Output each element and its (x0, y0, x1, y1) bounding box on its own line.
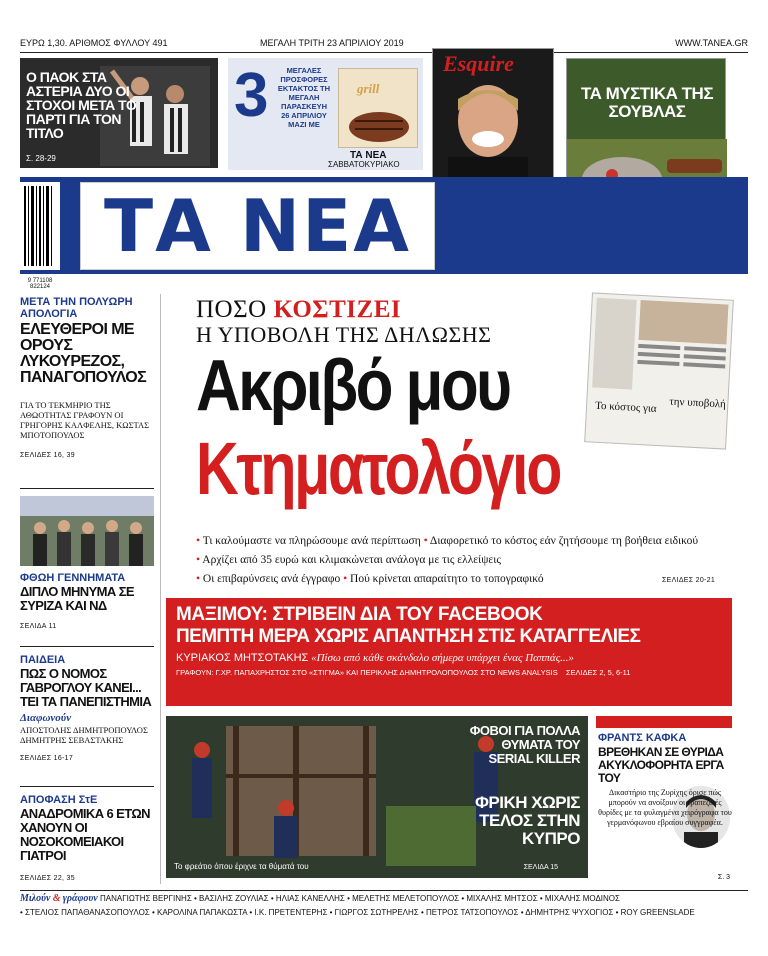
clip-text-b: την υποβολή (669, 395, 727, 411)
newspaper-clip-icon (592, 298, 729, 395)
sidebar-tag: Διαφωνούν (20, 712, 72, 724)
kafka-pages: Σ. 3 (717, 874, 730, 881)
cyprus-headline-a: ΦΟΒΟΙ ΓΙΑ ΠΟΛΛΑ ΘΥΜΑΤΑ ΤΟΥ SERIAL KILLER (469, 723, 580, 766)
sidebar-story-4[interactable] (20, 794, 154, 882)
sidebar-kicker: ΜΕΤΑ ΤΗΝ ΠΟΛΥΩΡΗ ΑΠΟΛΟΓΙΑ (20, 296, 133, 320)
cyprus-pages: ΣΕΛΙΔΑ 15 (523, 864, 558, 871)
offers-edition: ΣΑΒΒΑΤΟΚΥΡΙΑΚΟ (328, 160, 400, 169)
lead-headline-2: Κτηματολόγιο (196, 427, 560, 510)
rally-photo (20, 496, 154, 566)
price-issue: ΕΥΡΩ 1,30. ΑΡΙΘΜΟΣ ΦΥΛΛΟΥ 491 (20, 38, 168, 48)
sidebar-story-2[interactable] (20, 572, 154, 630)
top-rule (20, 52, 748, 53)
esquire-title: Esquire (443, 51, 514, 76)
redbox-writers: ΓΡΑΦΟΥΝ: Γ.ΧΡ. ΠΑΠΑΧΡΗΣΤΟΣ ΣΤΟ «ΣΤΙΓΜΑ» ΚΑΙ ΠΕΡΙΚΛΗΣ ΔΗΜΗΤΡΟΛΟΠΟΥΛΟΣ ΣΤΟ NEWS ANALYSIS (176, 668, 558, 677)
lead-kicker-red: ΚΟΣΤΙΖΕΙ (273, 296, 402, 323)
portrait-icon (443, 81, 533, 181)
footer-rule (20, 890, 748, 891)
lead-kicker (196, 296, 401, 324)
sidebar-sub: ΓΙΑ ΤΟ ΤΕΚΜΗΡΙΟ ΤΗΣ ΑΘΩΟΤΗΤΑΣ ΓΡΑΦΟΥΝ ΟΙ ΓΡΗΓΟΡΗΣ ΚΑΛΦΕΛΗΣ, ΚΩΣΤΑΣ ΜΠΟΤΟΠΟΥΛΟΣ (20, 400, 150, 440)
offers-paper: ΤΑ ΝΕΑ (350, 150, 387, 161)
kafka-red-bar (596, 716, 732, 728)
bullet-text: Αρχίζει από 35 ευρώ και κλιμακώνεται ανάλογα με τις ελλείψεις (202, 554, 501, 566)
bullet-line: • Τι καλούμαστε να πληρώσουμε ανά περίπτωση • Διαφορετικό το κόστος εάν ζητήσουμε τη βοήθεια ειδικού (196, 535, 699, 547)
clip-text-a: Το κόστος για (594, 399, 657, 415)
logo-text: ΤΑ ΝΕΑ (103, 184, 412, 268)
maximou-box[interactable] (166, 598, 732, 706)
footer-line-1 (20, 893, 748, 904)
bullet-line: • Αρχίζει από 35 ευρώ και κλιμακώνεται ανάλογα με τις ελλείψεις (196, 554, 501, 566)
sidebar-pages: ΣΕΛΙΔΕΣ 16-17 (20, 755, 74, 762)
steak-icon (345, 105, 413, 145)
sidebar-divider (20, 646, 154, 647)
lead-kicker-line2: Η ΥΠΟΒΟΛΗ ΤΗΣ ΔΗΛΩΣΗΣ (196, 322, 492, 347)
bullet-text: Τι καλούμαστε να πληρώσουμε ανά περίπτωση (202, 535, 421, 547)
redbox-writers-line (176, 668, 722, 677)
sidebar-pages: ΣΕΛΙΔΕΣ 22, 35 (20, 875, 75, 882)
paok-pages: Σ. 28-29 (26, 154, 56, 163)
sidebar-kicker: ΑΠΟΦΑΣΗ ΣτΕ (20, 794, 98, 806)
redbox-line2: ΠΕΜΠΤΗ ΜΕΡΑ ΧΩΡΙΣ ΑΠΑΝΤΗΣΗ ΣΤΙΣ ΚΑΤΑΓΓΕΛΙΕΣ (176, 626, 641, 647)
sidebar-headline: ΠΩΣ Ο ΝΟΜΟΣ ΓΑΒΡΟΓΛΟΥ ΚΑΝΕΙ... ΤΕΙ ΤΑ ΠΑΝΕΠΙΣΤΗΜΙΑ (20, 666, 152, 709)
barcode-icon (20, 182, 60, 270)
offers-text: ΜΕΓΑΛΕΣ ΠΡΟΣΦΟΡΕΣ ΕΚΤΑΚΤΟΣ ΤΗ ΜΕΓΑΛΗ ΠΑΡΑΣΚΕΥΗ 26 ΑΠΡΙΛΙΟΥ ΜΑΖΙ ΜΕ (277, 66, 331, 129)
offers-promo[interactable] (228, 58, 423, 170)
sidebar-divider (20, 488, 154, 489)
footer-label-b: γράφουν (62, 893, 98, 904)
redbox-quote-line (176, 652, 722, 664)
sidebar-headline: ΑΝΑΔΡΟΜΙΚΑ 6 ΕΤΩΝ ΧΑΝΟΥΝ ΟΙ ΝΟΣΟΚΟΜΕΙΑΚΟΙ ΓΙΑΤΡΟΙ (20, 806, 150, 863)
lead-pages: ΣΕΛΙΔΕΣ 20-21 (662, 577, 716, 584)
website: WWW.TANEA.GR (675, 38, 748, 48)
lead-kicker-pre: ΠΟΣΟ (196, 296, 274, 323)
column-rule (160, 294, 161, 884)
sidebar-pages: ΣΕΛΙΔΑ 11 (20, 623, 57, 630)
redbox-pages: ΣΕΛΙΔΕΣ 2, 5, 6-11 (565, 668, 631, 677)
sidebar-kicker: ΦΘΩΗ ΓΕΝΝΗΜΑΤΑ (20, 572, 126, 584)
cyprus-caption: Το φρεάτιο όπου έριχνε τα θύματά του (174, 862, 309, 871)
kafka-story[interactable] (596, 716, 732, 886)
crowd-photo-icon (20, 496, 154, 566)
bullet-text: Οι επιβαρύνσεις ανά έγγραφο (202, 573, 341, 585)
kafka-text: Δικαστήριο της Ζυρίχης όρισε πώς μπορούν να ανοίξουν οι τραπεζικές θυρίδες με τα φυλαγμένα χειρόγραφα του γερμανόφωνου εβραίου συγγραφέα. (598, 788, 732, 827)
grill-title: grill (357, 81, 380, 96)
footer-writers-1: ΠΑΝΑΓΙΩΤΗΣ ΒΕΡΓΙΝΗΣ • ΒΑΣΙΛΗΣ ΖΟΥΛΙΑΣ • ΗΛΙΑΣ ΚΑΝΕΛΛΗΣ • ΜΕΛΕΤΗΣ ΜΕΛΕΤΟΠΟΥΛΟΣ • ΜΙΧΑΛΗΣ ΜΗΤΣΟΣ • ΜΙΧΑΛΗΣ ΜΟΔΙΝΟΣ (99, 894, 620, 903)
redbox-quote: «Πίσω από κάθε σκάνδαλο σήμερα υπάρχει ένας Παππάς...» (311, 652, 574, 664)
issue-date: ΜΕΓΑΛΗ ΤΡΙΤΗ 23 ΑΠΡΙΛΙΟΥ 2019 (260, 38, 404, 48)
grill-booklet (338, 68, 418, 148)
kafka-kicker: ΦΡΑΝΤΣ ΚΑΦΚΑ (598, 732, 687, 744)
barcode-number: 9 771108 822124 (27, 278, 53, 290)
cyprus-story[interactable] (166, 716, 588, 878)
bullet-text: Πού κρίνεται απαραίτητο το τοπογραφικό (350, 573, 544, 585)
footer-amp: & (52, 893, 61, 904)
sidebar-pages: ΣΕΛΙΔΕΣ 16, 39 (20, 452, 75, 459)
sidebar-sub: ΑΠΟΣΤΟΛΗΣ ΔΗΜΗΤΡΟΠΟΥΛΟΣ ΔΗΜΗΤΡΗΣ ΣΕΒΑΣΤΑΚΗΣ (20, 725, 148, 745)
bullet-text: Διαφορετικό το κόστος εάν ζητήσουμε τη βοήθεια ειδικού (429, 535, 699, 547)
top-bar (20, 38, 748, 52)
bullet-line: • Οι επιβαρύνσεις ανά έγγραφο • Πού κρίνεται απαραίτητο το τοπογραφικό (196, 573, 544, 585)
sidebar-story-3[interactable] (20, 654, 154, 762)
sidebar-story-1[interactable] (20, 296, 154, 459)
footer-writers-2: • ΣΤΕΛΙΟΣ ΠΑΠΑΘΑΝΑΣΟΠΟΥΛΟΣ • ΚΑΡΟΛΙΝΑ ΠΑΠΑΚΩΣΤΑ • Ι.Κ. ΠΡΕΤΕΝΤΕΡΗΣ • ΓΙΩΡΓΟΣ ΣΩΤΗΡΕΛΗΣ • ΠΕΤΡΟΣ ΤΑΤΣΟΠΟΥΛΟΣ • ΔΗΜΗΤΡΗΣ ΨΥΧΟΓΙΟΣ • ROY GREENSLADE (20, 908, 695, 917)
barcode (20, 182, 60, 270)
lead-headline-1: Ακριβό μου (196, 346, 510, 426)
redbox-line1: ΜΑΞΙΜΟΥ: ΣΤΡΙΒΕΙΝ ΔΙΑ ΤΟΥ FACEBOOK (176, 604, 543, 625)
clipping-photo (584, 292, 734, 449)
sidebar-kicker: ΠΑΙΔΕΙΑ (20, 654, 66, 666)
paok-headline: Ο ΠΑΟΚ ΣΤΑ ΑΣΤΕΡΙΑ ΔΥΟ ΟΙ ΣΤΟΧΟΙ ΜΕΤΑ ΤΟ ΠΑΡΤΙ ΓΙΑ ΤΟΝ ΤΙΤΛΟ (26, 69, 137, 141)
sidebar-headline: ΔΙΠΛΟ ΜΗΝΥΜΑ ΣΕ ΣΥΡΙΖΑ ΚΑΙ ΝΔ (20, 584, 134, 613)
footer-label-a: Μιλούν (20, 893, 51, 904)
offers-number: 3 (234, 61, 269, 130)
lead-bullets (196, 532, 736, 589)
paok-promo[interactable] (20, 58, 218, 168)
sidebar-headline: ΕΛΕΥΘΕΡΟΙ ΜΕ ΟΡΟΥΣ ΛΥΚΟΥΡΕΖΟΣ, ΠΑΝΑΓΟΠΟΥΛΟΣ (20, 321, 147, 386)
sidebar-divider (20, 786, 154, 787)
redbox-quote-name: ΚΥΡΙΑΚΟΣ ΜΗΤΣΟΤΑΚΗΣ (176, 652, 309, 664)
cyprus-headline-b: ΦΡΙΚΗ ΧΩΡΙΣ ΤΕΛΟΣ ΣΤΗΝ ΚΥΠΡΟ (474, 793, 580, 848)
kafka-headline: ΒΡΕΘΗΚΑΝ ΣΕ ΘΥΡΙΔΑ ΑΚΥΚΛΟΦΟΡΗΤΑ ΕΡΓΑ ΤΟΥ (598, 745, 724, 785)
souvlaki-title: ΤΑ ΜΥΣΤΙΚΑ ΤΗΣ ΣΟΥΒΛΑΣ (580, 84, 714, 121)
masthead-logo[interactable] (80, 182, 435, 270)
